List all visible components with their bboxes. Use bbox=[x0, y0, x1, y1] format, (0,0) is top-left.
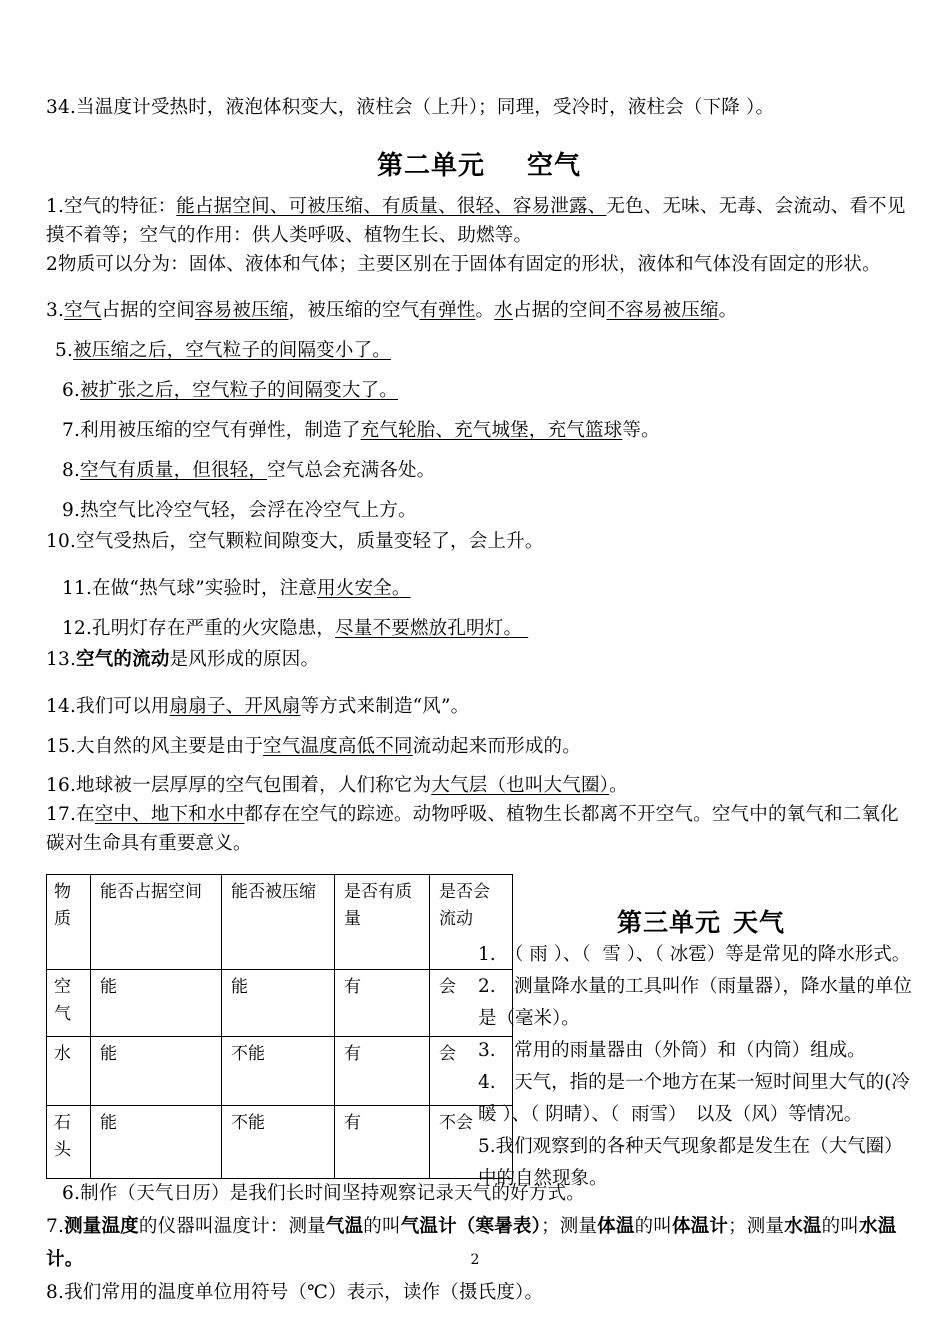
item-text: ，被压缩的空气 bbox=[288, 300, 420, 321]
item-underlined: 容易被压缩 bbox=[194, 300, 289, 321]
item-text: 。 bbox=[718, 300, 738, 321]
unit2-heading-right: 空气 bbox=[527, 151, 582, 181]
spacer bbox=[46, 366, 912, 375]
item-number: 7. bbox=[46, 1216, 65, 1237]
unit2-item-9 bbox=[46, 495, 912, 526]
cell-substance: 石头 bbox=[47, 1106, 91, 1179]
item-text: 等。 bbox=[622, 420, 660, 441]
item-text: ；测量 bbox=[541, 1216, 598, 1237]
spacer bbox=[46, 326, 912, 335]
spacer bbox=[46, 183, 912, 192]
item-number: 2 bbox=[46, 254, 58, 275]
table-header-compressible: 能否被压缩 bbox=[222, 875, 335, 970]
item-number: 5. bbox=[478, 1136, 496, 1157]
item-text: 空气受热后，空气颗粒间隙变大，质量变轻了，会上升。 bbox=[76, 531, 544, 552]
item-underlined: 空中、地下和水中 bbox=[94, 804, 245, 825]
item-text: ；测量 bbox=[728, 1216, 785, 1237]
properties-table-container bbox=[46, 874, 490, 1179]
unit3-item-3 bbox=[478, 1035, 912, 1067]
item-underlined: 水 bbox=[494, 300, 513, 321]
properties-table bbox=[46, 874, 513, 1179]
table-row bbox=[47, 1106, 513, 1179]
item-number: 1. bbox=[478, 944, 496, 965]
unit2-item-14 bbox=[46, 691, 912, 722]
item-text: 在 bbox=[76, 804, 95, 825]
table-header-occupy-space: 能否占据空间 bbox=[91, 875, 222, 970]
item-text: 大自然的风主要是由于 bbox=[76, 736, 264, 757]
item-underlined: 空气 bbox=[64, 300, 102, 321]
item-text: 是风形成的原因。 bbox=[169, 649, 320, 670]
cell-substance: 水 bbox=[47, 1037, 91, 1106]
item-underlined: 充气轮胎、充气城堡，充气篮球 bbox=[360, 420, 623, 441]
item-text: 的叫 bbox=[634, 1216, 672, 1237]
item-underlined: 空气有质量，但很轻， bbox=[80, 460, 268, 481]
item-number: 6. bbox=[62, 380, 81, 401]
item-underlined: 能占据空间、可被压缩、有质量、很轻、容易泄露、 bbox=[176, 196, 607, 217]
item-underlined: 空气温度高低不同 bbox=[263, 736, 413, 757]
spacer bbox=[46, 858, 912, 874]
table-row bbox=[47, 970, 513, 1037]
item-text: （ 雨 ）、（ 雪 ）、（ 冰雹）等是常见的降水形式。 bbox=[495, 944, 911, 965]
item-number: 15. bbox=[46, 736, 77, 757]
item-number: 3. bbox=[478, 1040, 496, 1061]
item-number: 4. bbox=[478, 1072, 496, 1093]
unit2-item-2 bbox=[46, 250, 912, 279]
unit2-item-6 bbox=[46, 375, 912, 406]
item-text: 都存在空气的踪迹。动物呼吸、植物生长都离不开空气。空气中的氧气和二氧化碳对生命具有重要意义。 bbox=[46, 804, 899, 854]
item-number: 5. bbox=[55, 340, 74, 361]
spacer bbox=[46, 557, 912, 573]
unit2-item-10 bbox=[46, 526, 912, 557]
spacer bbox=[46, 446, 912, 455]
spacer bbox=[46, 762, 912, 771]
item-text: 占据的空间 bbox=[512, 300, 607, 321]
spacer bbox=[46, 486, 912, 495]
item-text: 物质可以分为：固体、液体和气体；主要区别在于固体有固定的形状，液体和气体没有固定的形状。 bbox=[57, 254, 881, 275]
item-number: 10. bbox=[46, 531, 77, 552]
item-text: 热空气比冷空气轻，会浮在冷空气上方。 bbox=[80, 500, 417, 521]
unit2-item-5 bbox=[46, 335, 912, 366]
item-underlined: 大气层（也叫大气圈） bbox=[431, 775, 610, 796]
cell-mass: 有 bbox=[335, 1037, 430, 1106]
item-underlined: 被扩张之后，空气粒子的间隔变大了。 bbox=[80, 380, 398, 401]
item-text: 我们常用的温度单位用符号（℃）表示，读作（摄氏度）。 bbox=[64, 1282, 544, 1303]
table-header-can-flow: 是否会流动 bbox=[430, 875, 513, 970]
cell-substance: 空气 bbox=[47, 970, 91, 1037]
table-header-substance: 物质 bbox=[47, 875, 91, 970]
item-underlined: 有弹性 bbox=[419, 300, 476, 321]
table-header-has-mass: 是否有质量 bbox=[335, 875, 430, 970]
item-number: 16. bbox=[46, 775, 77, 796]
unit3-item-5 bbox=[478, 1131, 912, 1195]
unit3-item-4 bbox=[478, 1067, 912, 1131]
item-underlined: 尽量不要燃放孔明灯。 bbox=[335, 618, 529, 639]
item-number: 8. bbox=[46, 1282, 65, 1303]
unit2-item-13 bbox=[46, 644, 912, 675]
spacer bbox=[478, 874, 912, 907]
unit2-item-1 bbox=[46, 192, 912, 250]
item-text: 常用的雨量器由（外筒）和（内筒）组成。 bbox=[495, 1040, 866, 1061]
item-text: 天气，指的是一个地方在某一短时间里大气的(冷暖 ）、（ 阴晴）、（ 雨雪） 以及（风）等情况。 bbox=[478, 1072, 910, 1125]
item-underlined: 不容易被压缩 bbox=[606, 300, 719, 321]
item-number: 12. bbox=[62, 618, 93, 639]
item-text: 我们观察到的各种天气现象都是发生在（大气圈）中的自然现象。 bbox=[478, 1136, 903, 1189]
page-content bbox=[46, 92, 912, 1309]
unit2-item-15 bbox=[46, 731, 912, 762]
item-text: 的叫 bbox=[363, 1216, 401, 1237]
item-bold: 气温 bbox=[325, 1216, 364, 1237]
item-text: 在做“热气球”实验时，注意 bbox=[92, 578, 318, 599]
unit3-item-1 bbox=[478, 939, 912, 971]
unit3-heading bbox=[478, 907, 912, 939]
item-number: 2. bbox=[478, 976, 496, 997]
item-underlined: 扇扇子、开风扇 bbox=[169, 696, 301, 717]
item-text: 制作（天气日历）是我们长时间坚持观察记录天气的好方式。 bbox=[80, 1183, 585, 1204]
cell-occupy: 能 bbox=[91, 1037, 222, 1106]
table-header-row bbox=[47, 875, 513, 970]
item-text: 流动起来而形成的。 bbox=[412, 736, 581, 757]
item-number: 13. bbox=[46, 649, 77, 670]
unit2-item-17 bbox=[46, 800, 912, 858]
unit2-item-12 bbox=[46, 613, 912, 644]
unit2-heading bbox=[46, 149, 912, 183]
item-number: 7. bbox=[62, 420, 81, 441]
spacer bbox=[46, 123, 912, 149]
cell-mass: 有 bbox=[335, 970, 430, 1037]
item-number: 11. bbox=[62, 578, 93, 599]
item-text: 空气总会充满各处。 bbox=[267, 460, 436, 481]
item-text: 无色、无味、无毒、会流动、看不见摸不着等；空气的作用：供人类呼吸、植物生长、助燃等。 bbox=[46, 196, 906, 246]
table-row bbox=[47, 1037, 513, 1106]
cell-flow: 会 bbox=[430, 970, 513, 1037]
item-bold: 测量温度 bbox=[64, 1216, 139, 1237]
item-underlined: 用火安全。 bbox=[317, 578, 411, 599]
table-and-unit3-block bbox=[46, 874, 912, 1189]
unit3-item-8 bbox=[46, 1276, 912, 1309]
spacer bbox=[46, 279, 912, 295]
cell-mass: 有 bbox=[335, 1106, 430, 1179]
item-text: 空气的特征： bbox=[64, 196, 177, 217]
cell-occupy: 能 bbox=[91, 970, 222, 1037]
unit2-item-8 bbox=[46, 455, 912, 486]
item-number: 17. bbox=[46, 804, 77, 825]
unit2-item-7 bbox=[46, 415, 912, 446]
cell-flow: 不会 bbox=[430, 1106, 513, 1179]
cell-occupy: 能 bbox=[91, 1106, 222, 1179]
spacer bbox=[46, 722, 912, 731]
item-text: 利用被压缩的空气有弹性，制造了 bbox=[80, 420, 361, 441]
cell-compress: 不能 bbox=[222, 1106, 335, 1179]
item-text: 测量降水量的工具叫作（雨量器），降水量的单位是（毫米）。 bbox=[478, 976, 912, 1029]
item-text: 的叫 bbox=[821, 1216, 860, 1237]
item-number: 9. bbox=[62, 500, 81, 521]
item-bold: 气温计（寒暑表） bbox=[400, 1216, 542, 1237]
page-number: 2 bbox=[470, 1252, 480, 1268]
spacer bbox=[46, 406, 912, 415]
unit2-item-3 bbox=[46, 295, 912, 326]
spacer bbox=[46, 675, 912, 691]
item-bold: 水温 bbox=[784, 1216, 822, 1237]
unit3-item-2 bbox=[478, 971, 912, 1035]
unit2-heading-left: 第二单元 bbox=[376, 151, 485, 181]
item-number: 8. bbox=[62, 460, 81, 481]
unit3-heading-right: 天气 bbox=[733, 908, 786, 937]
spacer bbox=[46, 604, 912, 613]
item-text: 。 bbox=[475, 300, 495, 321]
item-text: 地球被一层厚厚的空气包围着，人们称它为 bbox=[76, 775, 432, 796]
item-text: 我们可以用 bbox=[76, 696, 170, 717]
item-underlined: 被压缩之后，空气粒子的间隔变小了。 bbox=[73, 340, 391, 361]
unit3-heading-left: 第三单元 bbox=[616, 908, 721, 937]
item-34: 34.当温度计受热时，液泡体积变大，液柱会（上升）；同理，受冷时，液柱会（下降 ）。 bbox=[46, 97, 775, 118]
item-number: 1. bbox=[46, 196, 65, 217]
item-text: 的仪器叫温度计：测量 bbox=[138, 1216, 326, 1237]
item-number: 6. bbox=[62, 1183, 81, 1204]
item-text: 。 bbox=[609, 775, 628, 796]
cell-flow: 会 bbox=[430, 1037, 513, 1106]
item-bold: 体温计 bbox=[671, 1216, 729, 1237]
item-bold: 空气的流动 bbox=[76, 649, 170, 670]
item-bold: 体温 bbox=[597, 1216, 635, 1237]
unit3-column bbox=[478, 874, 912, 1195]
unit2-item-11 bbox=[46, 573, 912, 604]
cell-compress: 不能 bbox=[222, 1037, 335, 1106]
item-text: 占据的空间 bbox=[101, 300, 195, 321]
item-text: 等方式来制造“风”。 bbox=[300, 696, 470, 717]
item-number: 3. bbox=[46, 300, 65, 321]
item-bold: 水温计。 bbox=[46, 1216, 897, 1270]
item-number: 14. bbox=[46, 696, 77, 717]
cell-compress: 能 bbox=[222, 970, 335, 1037]
unit2-item-16 bbox=[46, 771, 912, 800]
item-text: 孔明灯存在严重的火灾隐患， bbox=[92, 618, 336, 639]
